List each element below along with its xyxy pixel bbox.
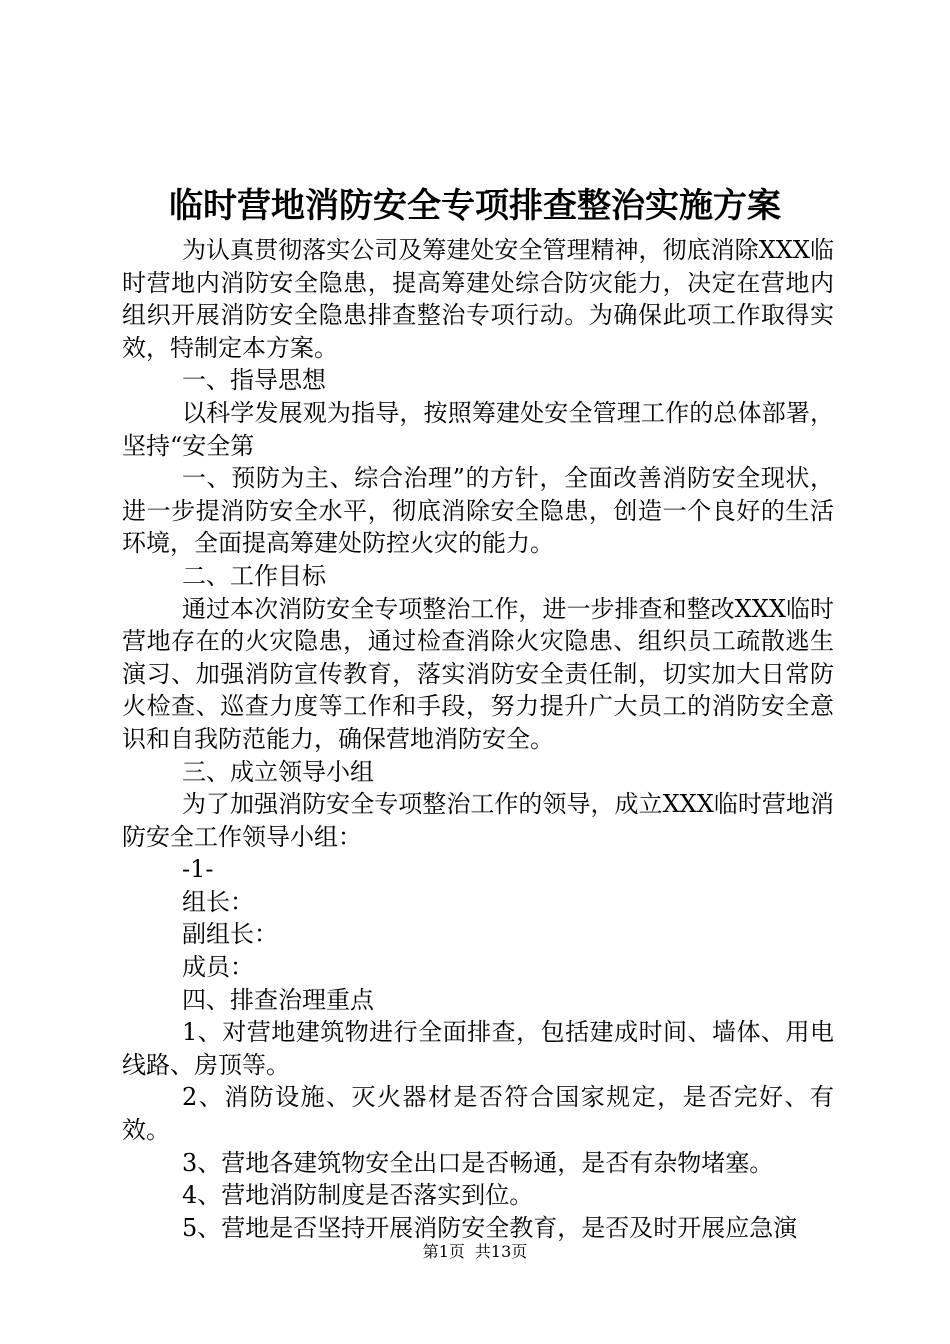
inline-page-marker: -1- — [182, 855, 214, 884]
list-item-2: 2、消防设施、灭火器材是否符合国家规定，是否完好、有效。 — [122, 1083, 834, 1145]
page-footer — [0, 1240, 950, 1264]
deputy-leader-line: 副组长： — [182, 920, 278, 949]
heading-leadership-group: 三、成立领导小组 — [182, 757, 374, 786]
list-item-1: 1、对营地建筑物进行全面排查，包括建成时间、墙体、用电线路、房顶等。 — [122, 1018, 834, 1079]
page-number: 第1页 — [422, 1242, 465, 1261]
paragraph-leadership-group: 为了加强消防安全专项整治工作的领导，成立XXX临时营地消防安全工作领导小组： — [122, 790, 834, 851]
paragraph-work-goals: 通过本次消防安全专项整治工作，进一步排查和整改XXX临时营地存在的火灾隐患，通过检查消除火灾隐患、组织员工疏散逃生演习、加强消防宣传教育，落实消防安全责任制，切实加大日常防火检查、巡查力度等工作和手段，努力提升广大员工的消防安全意识和自我防范能力，确保营地消防安全。 — [122, 594, 834, 753]
list-item-4: 4、营地消防制度是否落实到位。 — [182, 1181, 534, 1210]
document-title: 临时营地消防安全专项排查整治实施方案 — [169, 186, 781, 226]
paragraph-guiding-ideology: 以科学发展观为指导，按照筹建处安全管理工作的总体部署，坚持“安全第 — [122, 398, 834, 460]
list-item-5: 5、营地是否坚持开展消防安全教育，是否及时开展应急演 — [182, 1213, 798, 1242]
paragraph-intro: 为认真贯彻落实公司及筹建处安全管理精神，彻底消除XXX临时营地内消防安全隐患，提高筹建处综合防灾能力，决定在营地内组织开展消防安全隐患排查整治专项行动。为确保此项工作取得实效，特制定本方案。 — [122, 236, 834, 362]
heading-key-points: 四、排查治理重点 — [182, 985, 374, 1014]
members-line: 成员： — [182, 953, 254, 982]
paragraph-guiding-ideology-cont: 一、预防为主、综合治理”的方针，全面改善消防安全现状，进一步提消防安全水平，彻底消除安全隐患，创造一个良好的生活环境，全面提高筹建处防控火灾的能力。 — [122, 464, 834, 558]
document-body — [122, 234, 834, 1244]
heading-guiding-ideology: 一、指导思想 — [182, 366, 326, 395]
heading-work-goals: 二、工作目标 — [182, 561, 326, 590]
total-pages: 共13页 — [474, 1242, 528, 1261]
list-item-3: 3、营地各建筑物安全出口是否畅通，是否有杂物堵塞。 — [182, 1148, 774, 1177]
group-leader-line: 组长： — [182, 887, 254, 916]
